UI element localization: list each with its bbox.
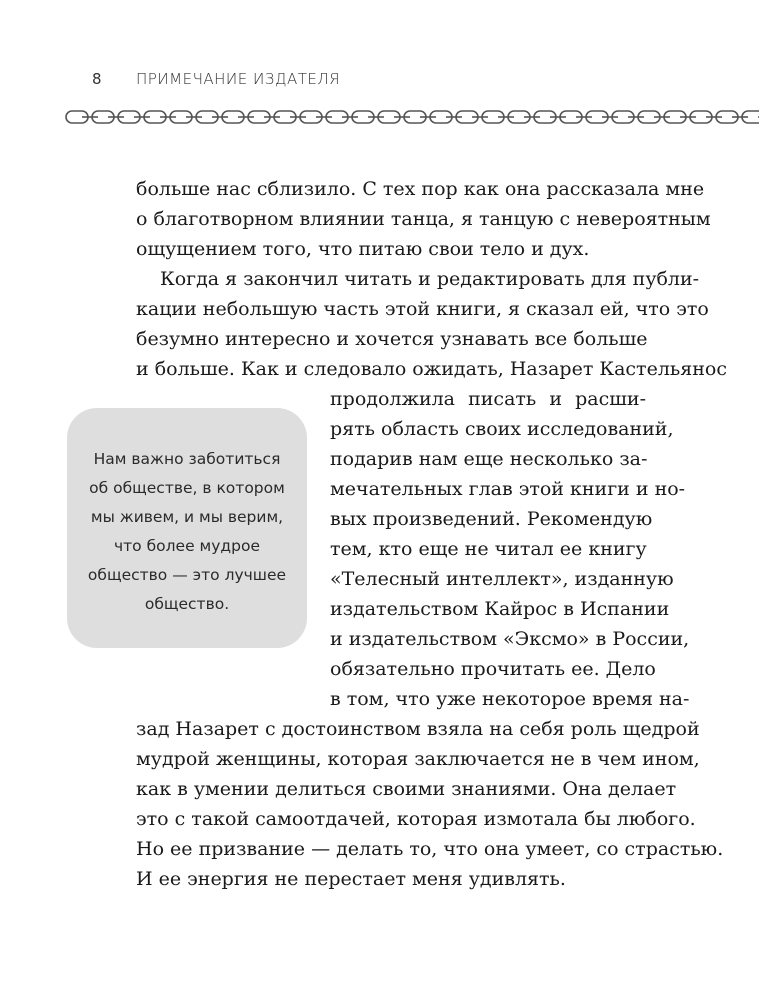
body-line: в том, что уже некоторое время на- — [330, 688, 690, 710]
body-line: как в умении делиться своими знаниями. Она делает — [136, 778, 677, 800]
body-line: издательством Кайрос в Испании — [330, 598, 670, 620]
body-line: это с такой самоотдачей, которая измотала бы любого. — [136, 808, 696, 830]
pull-quote-line: общество. — [144, 595, 230, 613]
body-line: больше нас сблизило. С тех пор как она рассказала мне — [136, 178, 705, 200]
pull-quote — [67, 408, 307, 648]
body-line: подарив нам еще несколько за- — [330, 448, 648, 470]
chain-divider — [64, 106, 759, 128]
body-line: тем, кто еще не читал ее книгу — [330, 538, 647, 560]
running-header — [92, 70, 340, 88]
body-line: и издательством «Эксмо» в России, — [330, 628, 690, 650]
body-line: вых произведений. Рекомендую — [330, 508, 653, 530]
body-line: Когда я закончил читать и редактировать для публи- — [160, 268, 700, 290]
body-line: кации небольшую часть этой книги, я сказал ей, что это — [136, 298, 709, 320]
pull-quote-line: общество — это лучшее — [87, 566, 287, 584]
body-line: и больше. Как и следовало ожидать, Назарет Кастельянос — [136, 358, 727, 380]
chapter-title: ПРИМЕЧАНИЕ ИЗДАТЕЛЯ — [136, 70, 341, 88]
pull-quote-line: что более мудрое — [114, 537, 260, 555]
body-line: ощущением того, что питаю свои тело и дух. — [136, 238, 590, 260]
body-line: «Телесный интеллект», изданную — [330, 568, 674, 590]
body-line: Но ее призвание — делать то, что она умеет, со страстью. — [136, 838, 724, 860]
body-line: о благотворном влиянии танца, я танцую с невероятным — [136, 208, 711, 230]
body-line: мудрой женщины, которая заключается не в чем ином, — [136, 748, 700, 770]
body-line: И ее энергия не перестает меня удивлять. — [136, 868, 566, 890]
body-line: продолжила писать и расши- — [330, 388, 646, 410]
pull-quote-line: об обществе, в котором — [89, 479, 285, 497]
page-number: 8 — [92, 70, 102, 88]
pull-quote-line: мы живем, и мы верим, — [90, 508, 284, 526]
body-line: зад Назарет с достоинством взяла на себя роль щедрой — [136, 718, 700, 740]
body-line: обязательно прочитать ее. Дело — [330, 658, 656, 680]
body-line: мечательных глав этой книги и но- — [330, 478, 686, 500]
body-line: рять область своих исследований, — [330, 418, 674, 440]
body-line: безумно интересно и хочется узнавать все больше — [136, 328, 648, 350]
pull-quote-line: Нам важно заботиться — [93, 450, 281, 468]
